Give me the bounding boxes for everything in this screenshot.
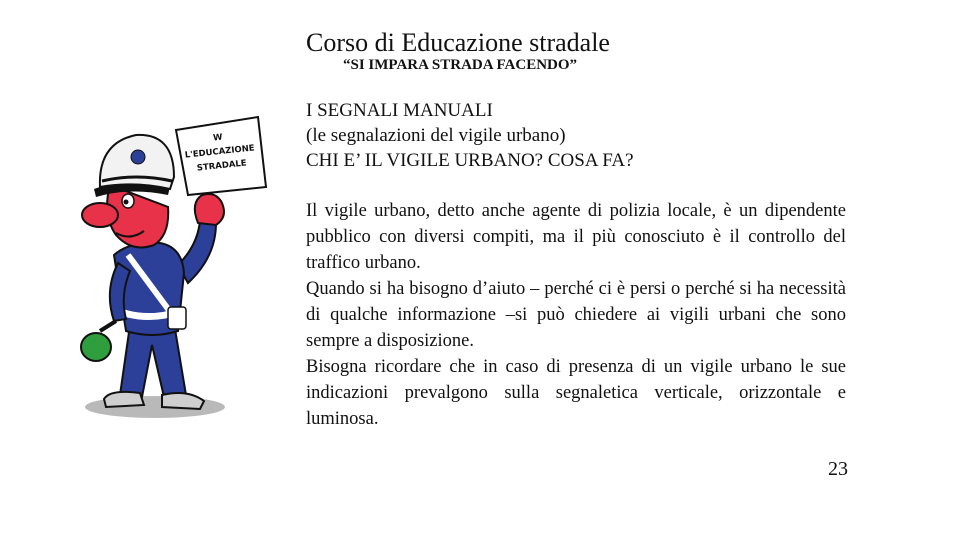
page-number: 23 xyxy=(828,458,848,480)
traffic-paddle xyxy=(81,333,111,361)
sign-line-1: W xyxy=(212,132,223,144)
right-shoe xyxy=(162,393,204,409)
paddle-handle xyxy=(100,321,116,331)
paragraph-3: Bisogna ricordare che in caso di presenza di un vigile urbano le sue indicazioni prevalgono sulla segnaletica verticale, orizzontale e luminosa. xyxy=(306,357,846,429)
raised-hand xyxy=(195,194,224,225)
paragraph-1: Il vigile urbano, detto anche agente di polizia locale, è un dipendente pubblico con diversi compiti, ma il più conosciuto è il controllo del traffico urbano. xyxy=(306,201,846,273)
paragraph-2: Quando si ha bisogno d’aiuto – perché ci è persi o perché si ha necessità di qualche informazione –si può chiedere ai vigili urbani che sono sempre a disposizione. xyxy=(306,279,846,351)
heading-line-3: CHI E’ IL VIGILE URBANO? COSA FA? xyxy=(306,150,634,171)
sign-line-3: STRADALE xyxy=(196,158,248,174)
left-shoe xyxy=(104,392,144,407)
body-text xyxy=(306,198,846,432)
holster xyxy=(168,307,186,329)
heading-line-2: (le segnalazioni del vigile urbano) xyxy=(306,125,566,146)
section-heading xyxy=(306,98,866,173)
nose xyxy=(82,203,118,227)
sign-board xyxy=(176,117,266,195)
heading-line-1: I SEGNALI MANUALI xyxy=(306,100,493,121)
page-title: Corso di Educazione stradale xyxy=(306,28,610,57)
page-subtitle: “SI IMPARA STRADA FACENDO” xyxy=(343,57,578,73)
cap-badge xyxy=(131,150,145,164)
traffic-officer-illustration xyxy=(70,95,280,425)
sign-line-2: L'EDUCAZIONE xyxy=(184,143,256,161)
